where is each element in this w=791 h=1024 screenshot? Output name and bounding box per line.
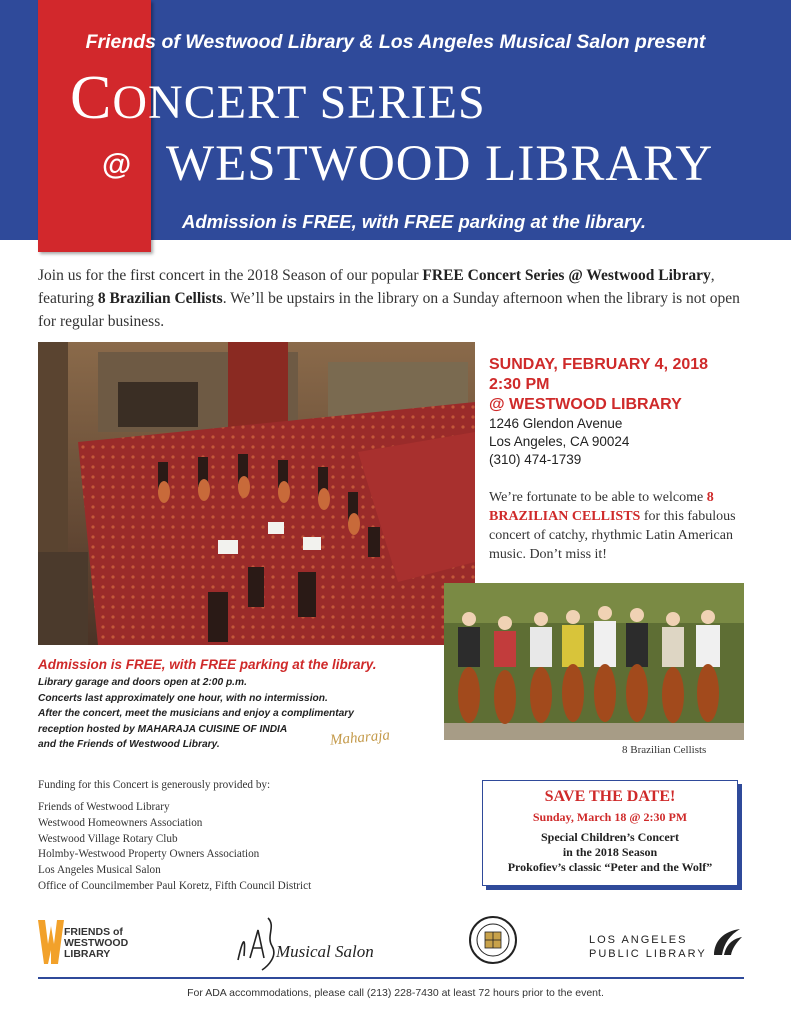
title-concert-series [70,64,486,132]
save-line: Special Children’s Concert [541,830,679,844]
detail-line: and the Friends of Westwood Library. [38,739,220,750]
funding-list [38,779,458,895]
maharaja-signature: Maharaja [329,727,391,749]
footer-divider [38,977,744,979]
ada-notice: For ADA accommodations, please call (213) 228-7430 at least 72 hours prior to the event. [187,987,604,999]
event-date: SUNDAY, FEBRUARY 4, 2018 [489,356,709,373]
funder-item: Friends of Westwood Library [38,801,170,813]
lapl-logo-text [589,933,707,961]
save-title: SAVE THE DATE! [544,788,676,805]
save-line: Prokofiev’s classic “Peter and the Wolf” [507,860,713,874]
save-line: in the 2018 Season [562,845,658,859]
friends-logo-line: FRIENDS of [64,926,123,938]
address-street: 1246 Glendon Avenue [489,416,623,431]
intro-text: . We’ll be upstairs in the library on a Sunday afternoon when the library is not open for regular business. [38,290,740,330]
intro-text: , featuring [38,267,715,307]
friends-w-logo-icon [38,920,64,964]
friends-logo-line: LIBRARY [64,948,111,960]
details-heading: Admission is FREE, with FREE parking at the library. [38,657,377,672]
lapl-line: PUBLIC LIBRARY [589,948,707,960]
welcome-highlight: 8 BRAZILIAN CELLISTS [489,490,714,524]
funder-item: Westwood Homeowners Association [38,816,203,829]
title-at-sign: @ [102,148,132,181]
funding-intro: Funding for this Concert is generously provided by: [38,779,271,791]
funder-item: Los Angeles Musical Salon [38,864,161,877]
welcome-text: for this fabulous concert of catchy, rhythmic Latin American music. Don’t miss it! [489,509,736,562]
photo-caption: 8 Brazilian Cellists [622,744,707,756]
friends-logo-line: WESTWOOD [64,937,129,949]
cellists-group-photo [444,583,744,740]
welcome-text: We’re fortunate to be able to welcome [489,490,707,505]
intro-performers: 8 Brazilian Cellists [97,290,223,307]
lapl-book-icon [710,925,744,959]
event-venue: @ WESTWOOD LIBRARY [489,396,682,413]
event-info [489,355,769,469]
address-city: Los Angeles, CA 90024 [489,434,630,449]
admission-banner: Admission is FREE, with FREE parking at the library. [182,211,646,232]
title-line1-rest: ONCERT SERIES [112,76,486,129]
funder-item: Office of Councilmember Paul Koretz, Fifth Council District [38,879,312,892]
presenters-line: Friends of Westwood Library & Los Angeles Musical Salon present [85,31,706,53]
concert-hall-photo [38,342,475,645]
funder-item: Westwood Village Rotary Club [38,832,178,845]
title-initial: C [70,64,113,132]
detail-line: After the concert, meet the musicians and enjoy a complimentary [38,708,354,719]
title-westwood-library: WESTWOOD LIBRARY [166,136,714,192]
city-seal-icon [468,915,518,965]
friends-logo-text [64,927,128,960]
detail-line: Concerts last approximately one hour, with no intermission. [38,692,328,704]
intro-series-name: FREE Concert Series @ Westwood Library [422,267,711,284]
welcome-paragraph [489,488,764,564]
funder-item: Holmby-Westwood Property Owners Association [38,848,260,861]
intro-paragraph [38,264,754,333]
la-musical-salon-text: Musical Salon [276,942,374,961]
lapl-line: LOS ANGELES [589,934,688,946]
detail-line: reception hosted by MAHARAJA CUISINE OF INDIA [38,723,288,735]
phone-number: (310) 474-1739 [489,452,582,467]
intro-text: Join us for the first concert in the 2018 Season of our popular [38,267,423,284]
event-time: 2:30 PM [489,376,550,393]
detail-line: Library garage and doors open at 2:00 p.m. [38,677,247,688]
save-the-date-box [482,780,738,886]
la-musical-salon-logo-icon [232,912,282,972]
save-date: Sunday, March 18 @ 2:30 PM [532,810,688,824]
